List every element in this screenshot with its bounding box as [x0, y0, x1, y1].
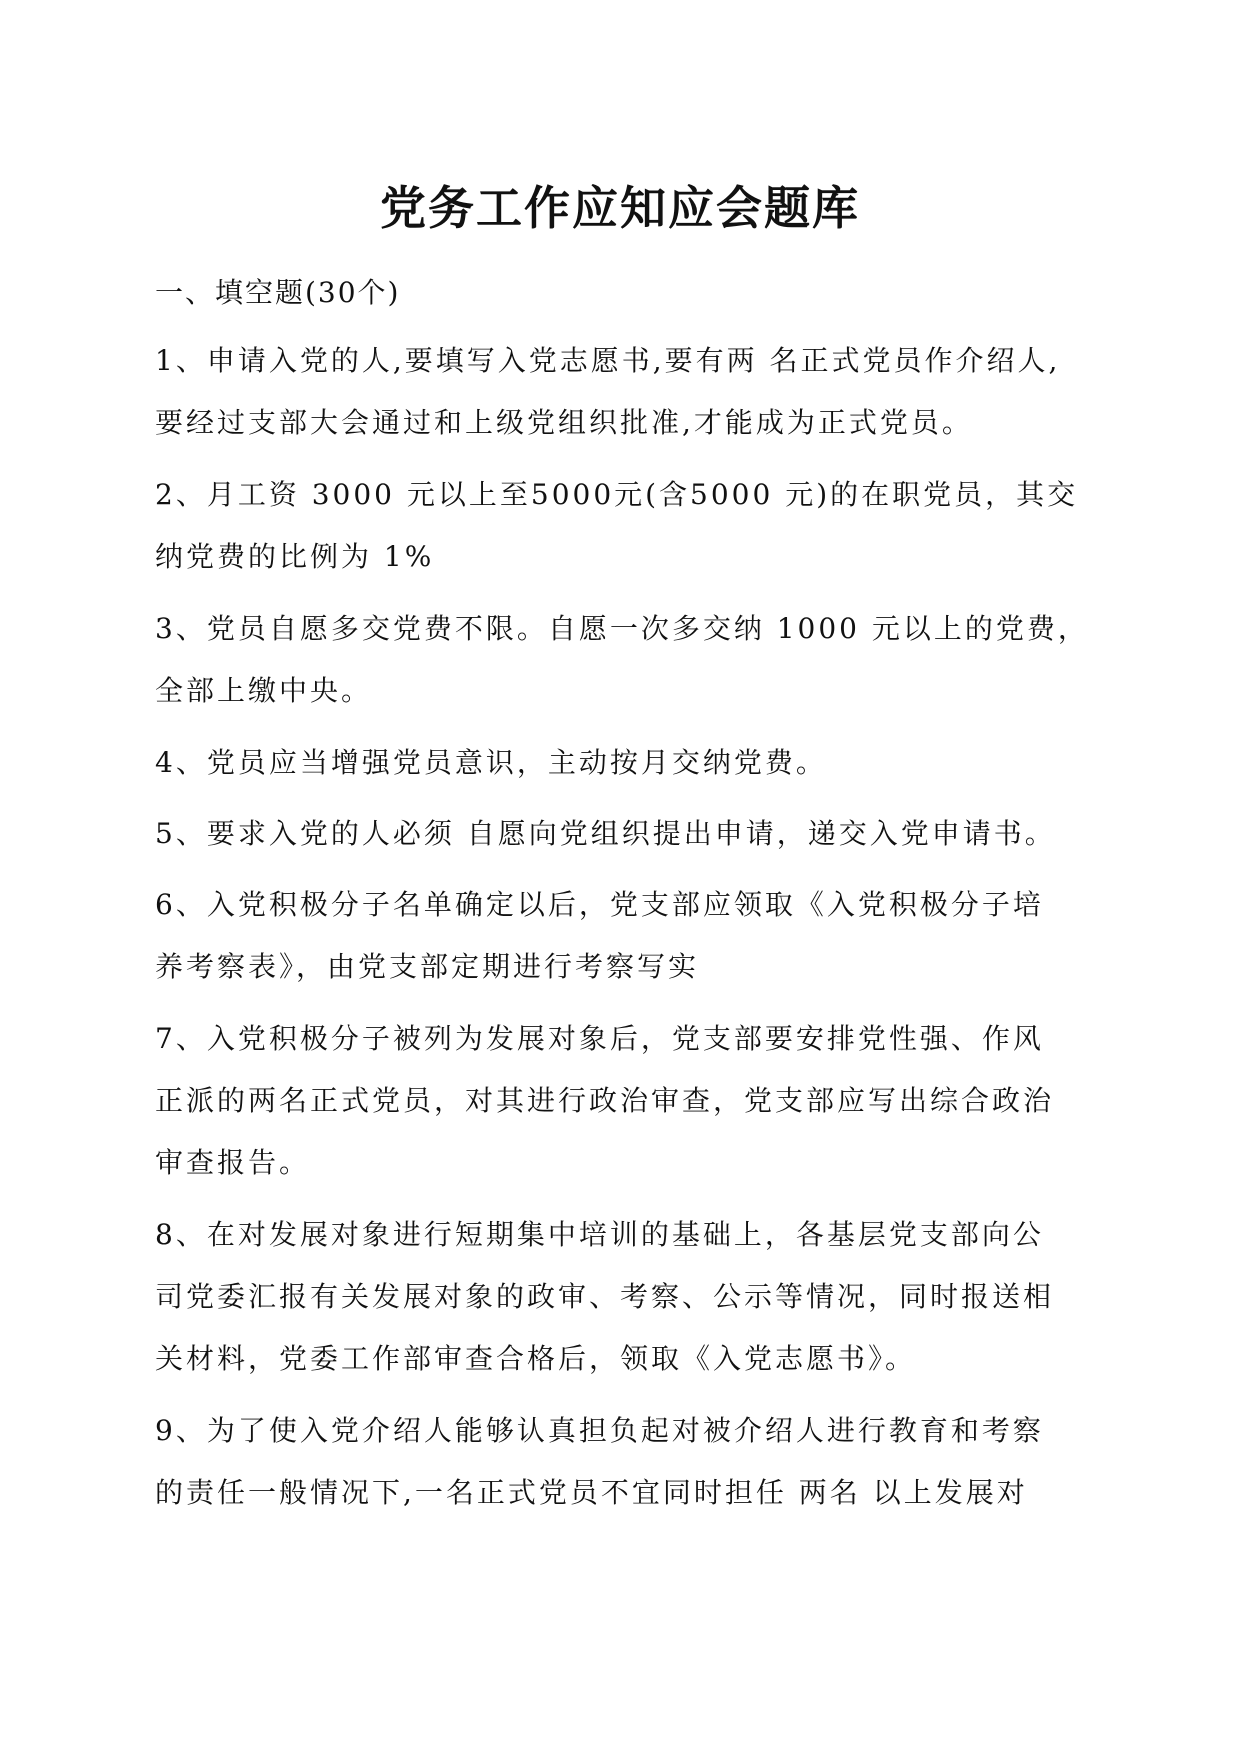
question-line: 司党委汇报有关发展对象的政审、考察、公示等情况，同时报送相 — [155, 1280, 1055, 1313]
question-line: 1、申请入党的人,要填写入党志愿书,要有两 名正式党员作介绍人, — [155, 344, 1061, 377]
question-line: 7、入党积极分子被列为发展对象后，党支部要安排党性强、作风 — [155, 1022, 1044, 1055]
question-line: 3、党员自愿多交党费不限。自愿一次多交纳 1000 元以上的党费， — [155, 612, 1089, 645]
question-4 — [155, 732, 1075, 794]
question-6 — [155, 874, 1075, 998]
question-1 — [155, 330, 1075, 454]
question-line: 纳党费的比例为 1% — [155, 540, 435, 573]
question-3 — [155, 598, 1089, 722]
question-7 — [155, 1008, 1075, 1194]
question-line: 关材料，党委工作部审查合格后，领取《入党志愿书》。 — [155, 1342, 917, 1375]
question-8 — [155, 1204, 1075, 1390]
question-2 — [155, 464, 1079, 588]
question-line: 全部上缴中央。 — [155, 674, 373, 707]
question-line: 4、党员应当增强党员意识，主动按月交纳党费。 — [155, 746, 827, 779]
document-title: 党务工作应知应会题库 — [380, 181, 860, 235]
question-line: 正派的两名正式党员，对其进行政治审查，党支部应写出综合政治 — [155, 1084, 1055, 1117]
question-line: 要经过支部大会通过和上级党组织批准,才能成为正式党员。 — [155, 406, 973, 439]
question-line: 2、月工资 3000 元以上至5000元(含5000 元)的在职党员，其交 — [155, 478, 1079, 511]
question-line: 5、要求入党的人必须 自愿向党组织提出申请，递交入党申请书。 — [155, 817, 1056, 850]
question-line: 8、在对发展对象进行短期集中培训的基础上，各基层党支部向公 — [155, 1218, 1044, 1251]
question-line: 9、为了使入党介绍人能够认真担负起对被介绍人进行教育和考察 — [155, 1414, 1044, 1447]
question-line: 6、入党积极分子名单确定以后，党支部应领取《入党积极分子培 — [155, 888, 1044, 921]
question-9 — [155, 1400, 1075, 1524]
question-line: 的责任一般情况下,一名正式党员不宜同时担任 两名 以上发展对 — [155, 1476, 1028, 1509]
question-5 — [155, 803, 1075, 865]
section-heading: 一、填空题(30个) — [155, 276, 401, 309]
question-line: 审查报告。 — [155, 1146, 311, 1179]
question-line: 养考察表》，由党支部定期进行考察写实 — [155, 950, 700, 983]
